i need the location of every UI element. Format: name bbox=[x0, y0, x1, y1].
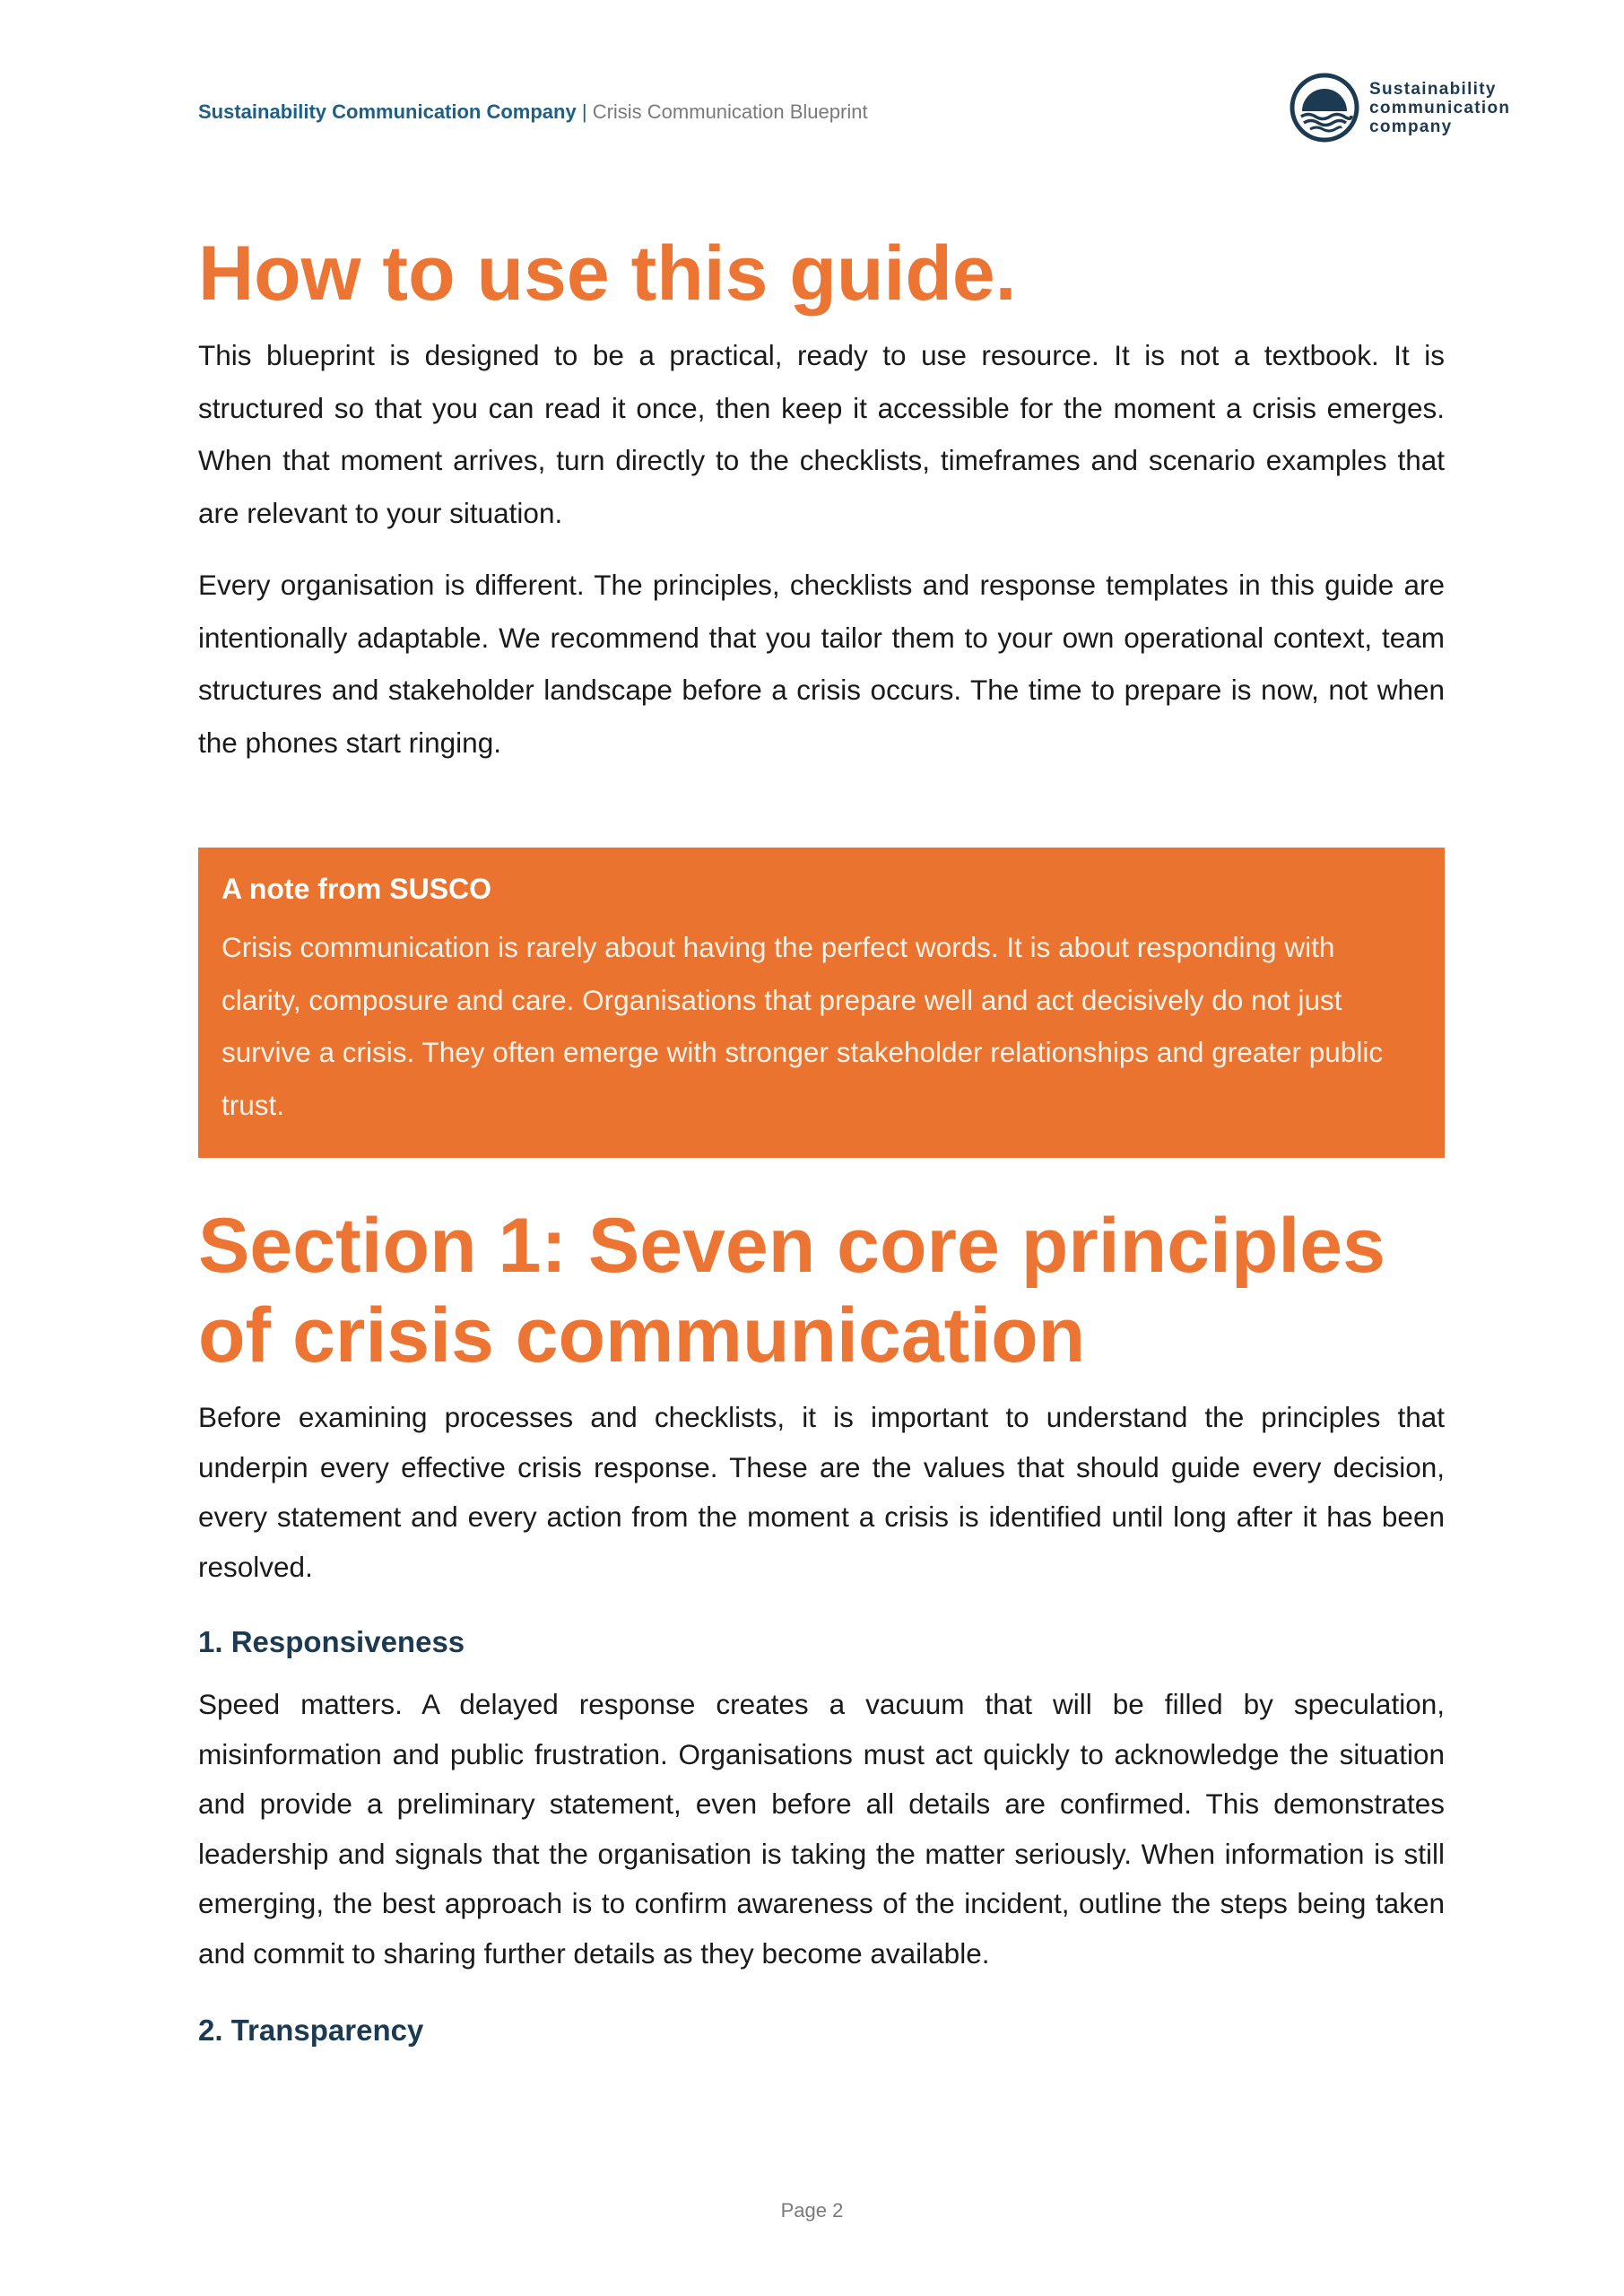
principle-2-heading: 2. Transparency bbox=[198, 2013, 424, 2047]
section1-title-line-2: of crisis communication bbox=[198, 1292, 1086, 1378]
callout-body: Crisis communication is rarely about having the perfect words. It is about responding with clarity, composure and care. Organisations that prepare well and act decisively do not just survive a crisis. They often emerge with stronger stakeholder relationships and greater public trust. bbox=[221, 931, 1384, 1121]
principle-1-heading: 1. Responsiveness bbox=[198, 1625, 465, 1658]
section1-title bbox=[198, 1201, 1445, 1380]
logo-line-2: communication bbox=[1369, 98, 1511, 117]
principle-1-text: Speed matters. A delayed response creates a vacuum that will be filled by speculation, misinformation and public frustration. Organisations must act quickly to acknowledge the situation and provide a preliminary statement, even before all details are confirmed. This demonstrates leadership and signals that the organisation is taking the matter seriously. When information is still emerging, the best approach is to confirm awareness of the incident, outline the steps being taken and commit to sharing further details as they become available. bbox=[198, 1688, 1445, 1970]
header-doc-title: Crisis Communication Blueprint bbox=[592, 100, 868, 123]
callout-title: A note from SUSCO bbox=[221, 873, 492, 905]
waves-circle-icon bbox=[1289, 72, 1360, 144]
header-company: Sustainability Communication Company bbox=[198, 100, 577, 123]
section1-intro: Before examining processes and checklists, it is important to understand the principles that underpin every effective crisis response. These are the values that should guide every decision, every statement and every action from the moment a crisis is identified until long after it has been resolved. bbox=[198, 1401, 1445, 1583]
intro-paragraph-1: This blueprint is designed to be a practical, ready to use resource. It is not a textbook. It is structured so that you can read it once, then keep it accessible for the moment a crisis emerges. When that moment arrives, turn directly to the checklists, timeframes and scenario examples that are relevant to your situation. bbox=[198, 339, 1445, 529]
header-separator: | bbox=[581, 100, 587, 123]
page-number: Page 2 bbox=[780, 2199, 844, 2222]
logo-line-3: company bbox=[1369, 117, 1453, 136]
company-logo bbox=[1289, 70, 1549, 145]
page-content bbox=[198, 229, 1445, 2056]
intro-paragraph-2: Every organisation is different. The principles, checklists and response templates in this guide are intentionally adaptable. We recommend that you tailor them to your own operational context, team structures and stakeholder landscape before a crisis occurs. The time to prepare is now, not when the phones start ringing. bbox=[198, 569, 1445, 759]
page-header bbox=[198, 100, 868, 124]
callout-box bbox=[198, 848, 1445, 1158]
section1-title-line-1: Section 1: Seven core principles bbox=[198, 1203, 1385, 1289]
logo-line-1: Sustainability bbox=[1369, 79, 1497, 99]
intro-title: How to use this guide. bbox=[198, 230, 1017, 317]
logo-wordmark bbox=[1369, 80, 1510, 136]
